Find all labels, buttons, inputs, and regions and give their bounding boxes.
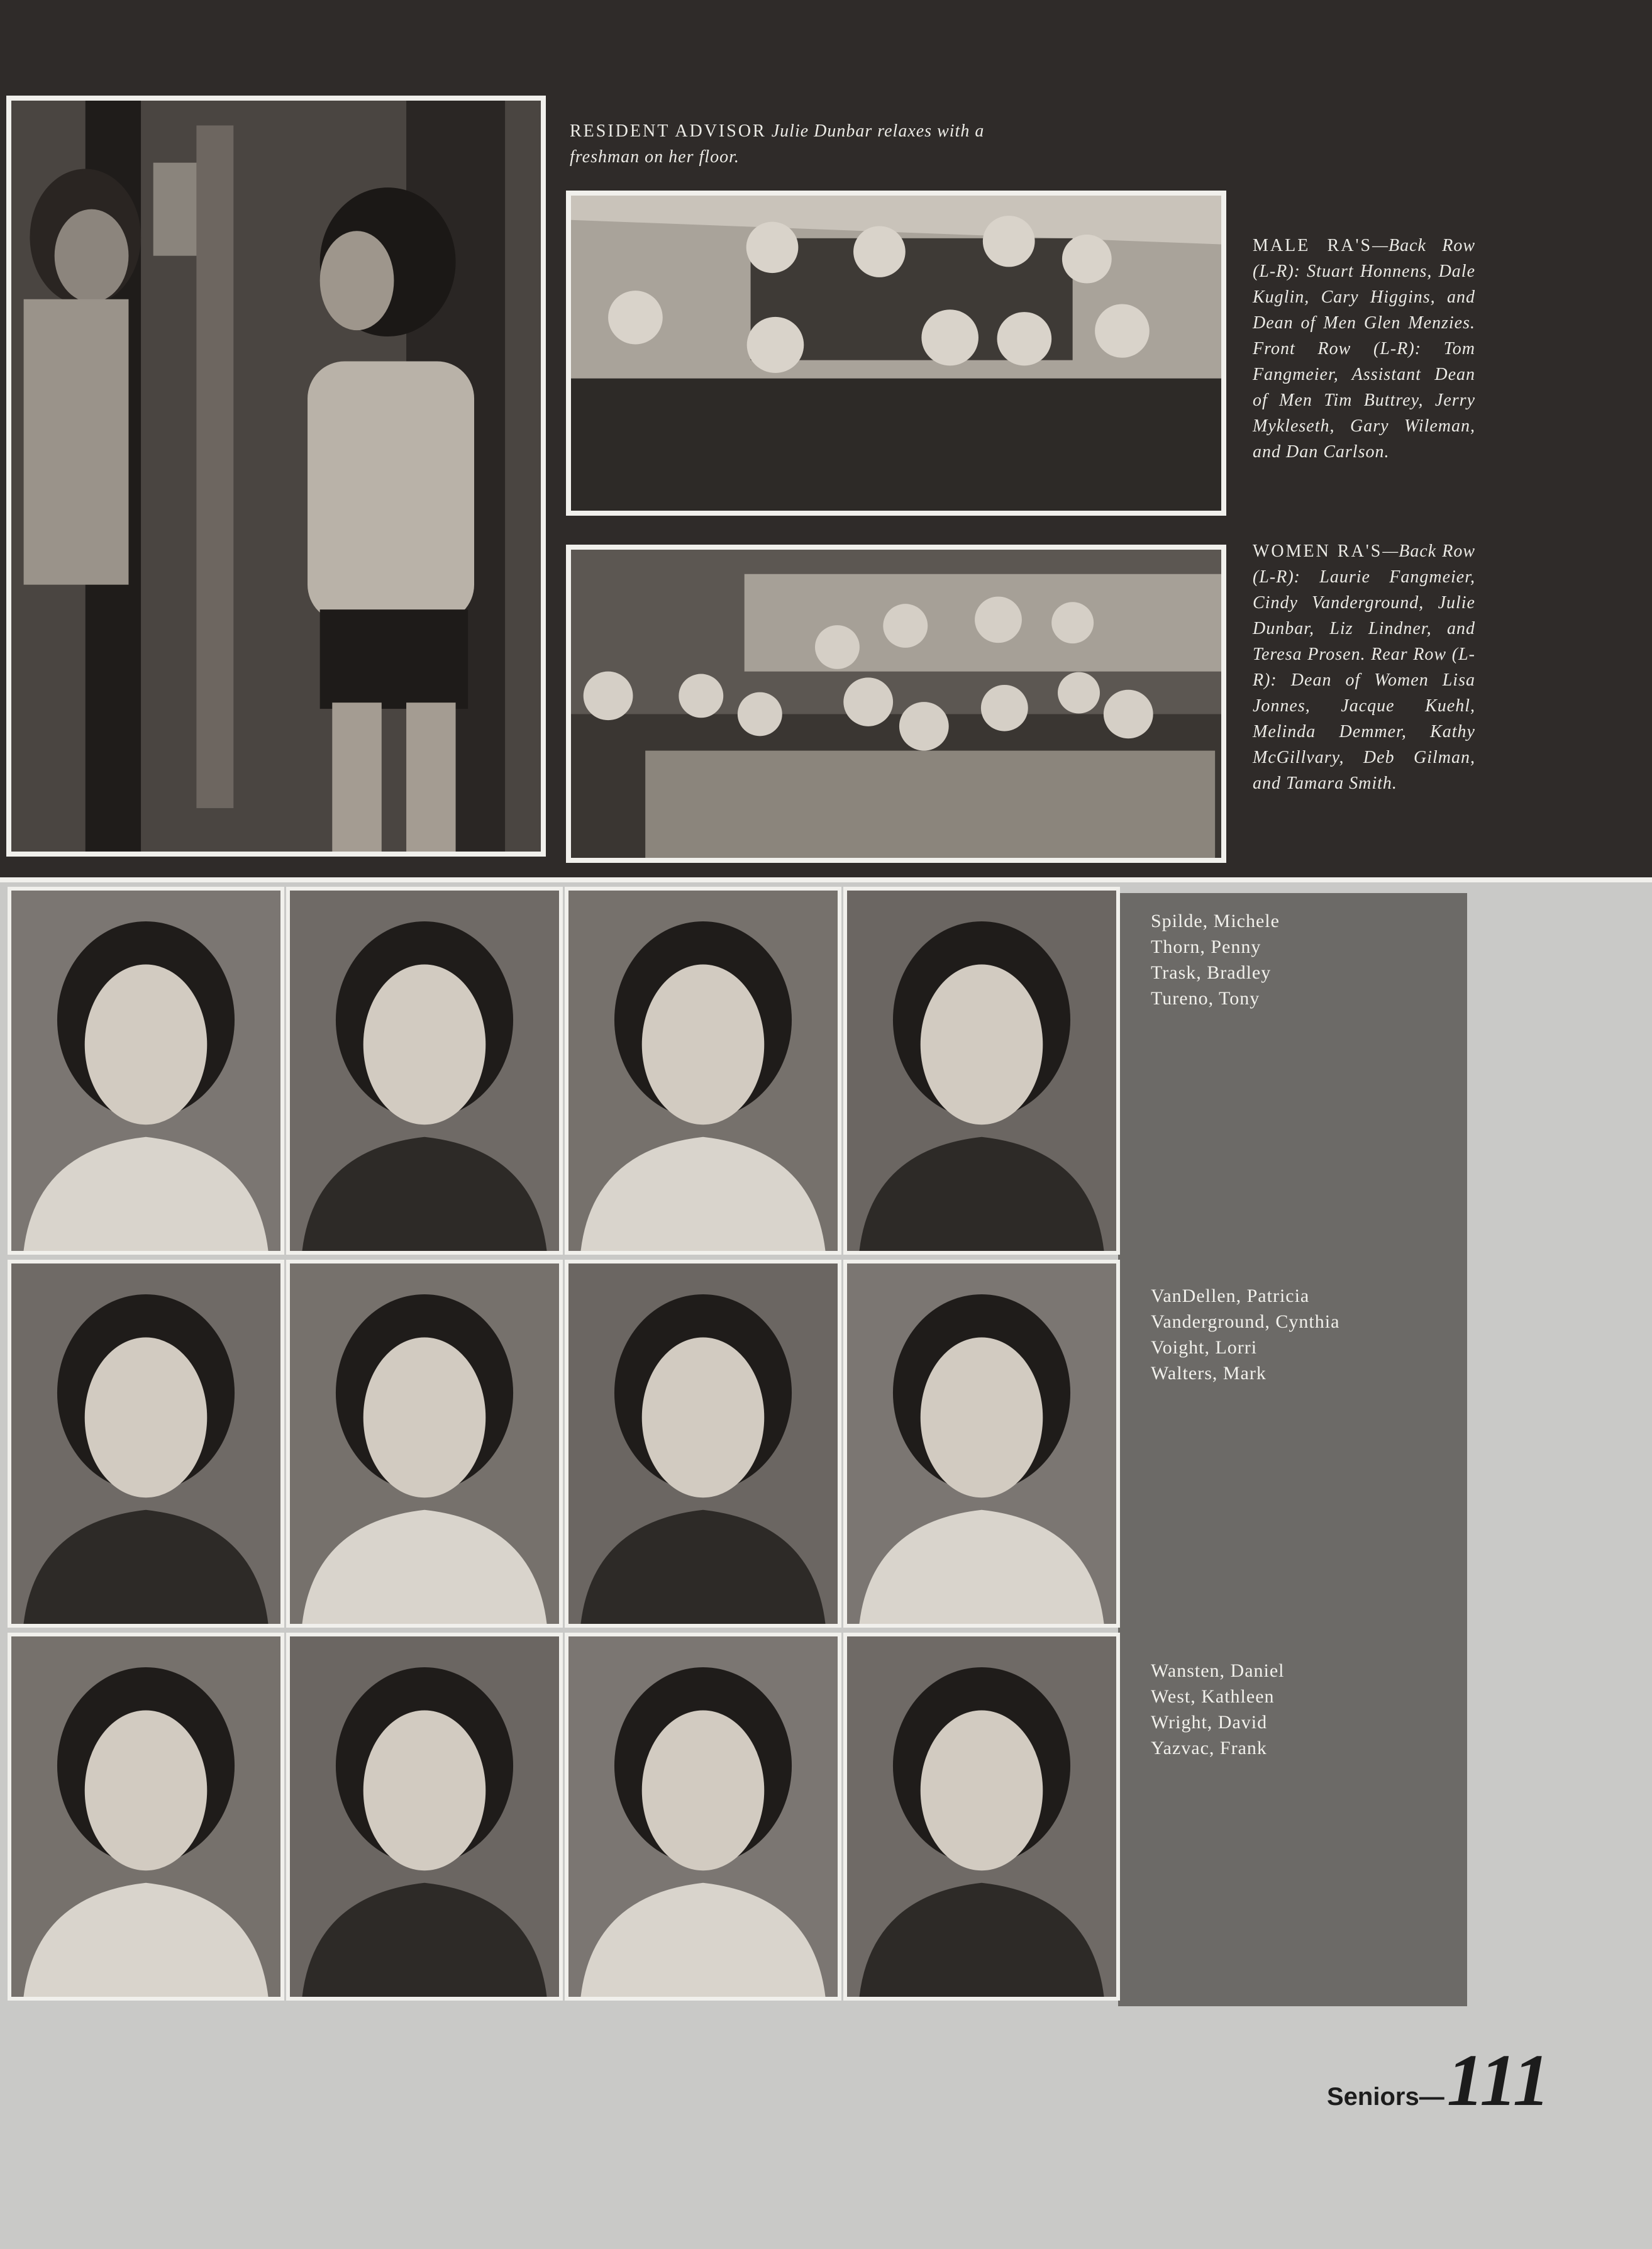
senior-name: Trask, Bradley [1151, 962, 1272, 983]
senior-portrait-photo [286, 1633, 563, 2001]
senior-portrait-photo [843, 1633, 1120, 2001]
senior-name: Thorn, Penny [1151, 936, 1261, 957]
band-separator [0, 877, 1652, 882]
senior-name: West, Kathleen [1151, 1686, 1275, 1707]
senior-portrait-photo [286, 887, 563, 1255]
senior-portrait-photo [565, 1260, 841, 1628]
male-ras-photo [566, 191, 1226, 516]
senior-names-row-3 [1151, 1658, 1285, 1761]
women-ras-caption-lead: WOMEN RA'S [1253, 541, 1383, 561]
resident-advisor-caption [570, 118, 1023, 170]
male-ras-caption-text: —Back Row (L-R): Stuart Honnens, Dale Kuglin, Cary Higgins, and Dean of Men Glen Menzies. Front Row (L-R): Tom Fangmeier, Assistant Dean of Men Tim Buttrey, Jerry Mykleseth, Gary Wileman, and Dan Carlson. [1253, 236, 1476, 462]
resident-advisor-caption-lead: RESIDENT ADVISOR [570, 121, 767, 141]
senior-portrait-photo [286, 1260, 563, 1628]
page-folio [1327, 2038, 1550, 2123]
senior-name: Wright, David [1151, 1712, 1268, 1733]
senior-portrait-photo [8, 1260, 284, 1628]
senior-portrait-photo [565, 1633, 841, 2001]
senior-name: Spilde, Michele [1151, 911, 1280, 931]
male-ras-caption [1253, 233, 1475, 465]
resident-advisor-caption-text: Julie Dunbar relaxes with a freshman on her floor. [570, 121, 985, 167]
senior-portrait-photo [8, 1633, 284, 2001]
women-ras-photo [566, 545, 1226, 863]
resident-advisor-photo [6, 96, 546, 857]
senior-portrait-photo [843, 1260, 1120, 1628]
senior-name: Tureno, Tony [1151, 988, 1260, 1009]
page-number: 111 [1446, 2039, 1550, 2121]
senior-names-panel [1118, 893, 1467, 2006]
senior-name: Vanderground, Cynthia [1151, 1311, 1340, 1332]
senior-portrait-photo [8, 887, 284, 1255]
women-ras-caption [1253, 538, 1475, 796]
women-ras-caption-text: —Back Row (L-R): Laurie Fangmeier, Cindy Vanderground, Julie Dunbar, Liz Lindner, and Teresa Prosen. Rear Row (L-R): Dean of Women Lisa Jonnes, Jacque Kuehl, Melinda Demmer, Kathy McGillvary, Deb Gilman, and Tamara Smith. [1253, 541, 1475, 793]
male-ras-caption-lead: MALE RA'S [1253, 236, 1373, 255]
senior-portrait-photo [565, 887, 841, 1255]
senior-portrait-photo [843, 887, 1120, 1255]
folio-section: Seniors— [1327, 2083, 1444, 2111]
senior-name: Walters, Mark [1151, 1363, 1267, 1384]
senior-names-row-1 [1151, 908, 1280, 1011]
senior-name: Voight, Lorri [1151, 1337, 1258, 1358]
senior-names-row-2 [1151, 1283, 1339, 1386]
senior-name: Wansten, Daniel [1151, 1660, 1285, 1681]
senior-name: Yazvac, Frank [1151, 1738, 1267, 1758]
senior-name: VanDellen, Patricia [1151, 1286, 1310, 1306]
